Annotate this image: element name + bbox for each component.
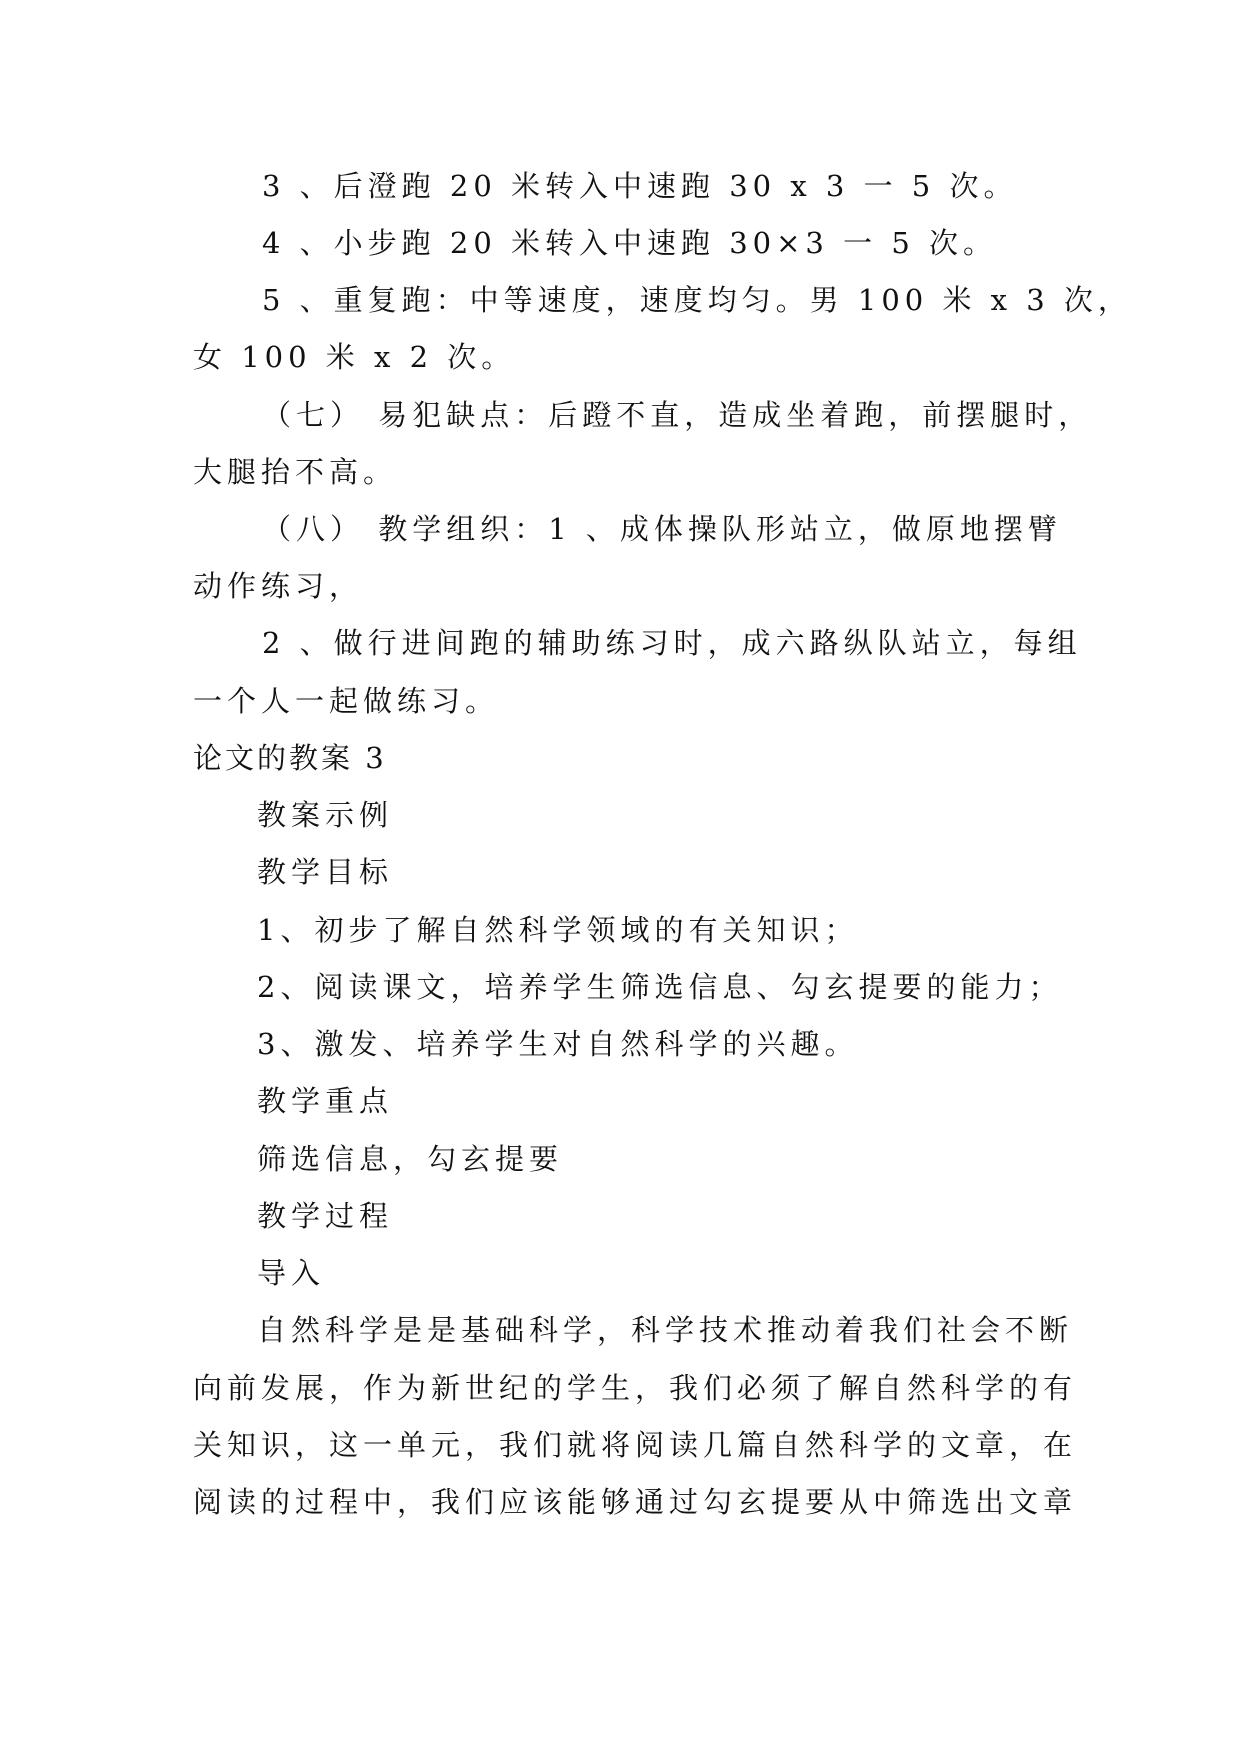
list-item: 1、初步了解自然科学领域的有关知识；: [257, 913, 859, 947]
paragraph-line: 4 、小步跑 20 米转入中速跑 30×3 一 5 次。: [262, 226, 997, 260]
subheading: 教学过程: [257, 1199, 394, 1233]
paragraph-line: （八） 教学组织：1 、成体操队形站立，做原地摆臂: [262, 512, 1062, 546]
list-item: 3、激发、培养学生对自然科学的兴趣。: [257, 1027, 859, 1061]
subheading: 教案示例: [257, 798, 394, 832]
paragraph-line: 5 、重复跑：中等速度，速度均匀。男 100 米 x 3 次，: [262, 283, 1132, 317]
subheading: 教学目标: [257, 855, 394, 889]
paragraph-line: 自然科学是是基础科学，科学技术推动着我们社会不断: [257, 1313, 1074, 1347]
paragraph-line: 阅读的过程中，我们应该能够通过勾玄提要从中筛选出文章: [193, 1485, 1078, 1519]
paragraph-line: 3 、后澄跑 20 米转入中速跑 30 x 3 一 5 次。: [262, 169, 1018, 203]
paragraph-line: 关知识，这一单元，我们就将阅读几篇自然科学的文章，在: [193, 1428, 1078, 1462]
paragraph-line: 大腿抬不高。: [193, 455, 398, 489]
paragraph-line: 女 100 米 x 2 次。: [193, 340, 516, 374]
paragraph-line: 动作练习，: [193, 569, 364, 603]
paragraph-line: 2 、做行进间跑的辅助练习时，成六路纵队站立，每组: [262, 626, 1082, 660]
subheading: 教学重点: [257, 1084, 394, 1118]
paragraph-line: 向前发展，作为新世纪的学生，我们必须了解自然科学的有: [193, 1371, 1078, 1405]
paragraph-line: 筛选信息，勾玄提要: [257, 1142, 564, 1176]
list-item: 2、阅读课文，培养学生筛选信息、勾玄提要的能力；: [257, 970, 1063, 1004]
subheading: 导入: [257, 1256, 326, 1290]
section-title: 论文的教案 3: [193, 741, 387, 775]
paragraph-line: 一个人一起做练习。: [193, 684, 500, 718]
paragraph-line: （七） 易犯缺点：后蹬不直，造成坐着跑，前摆腿时，: [262, 398, 1093, 432]
